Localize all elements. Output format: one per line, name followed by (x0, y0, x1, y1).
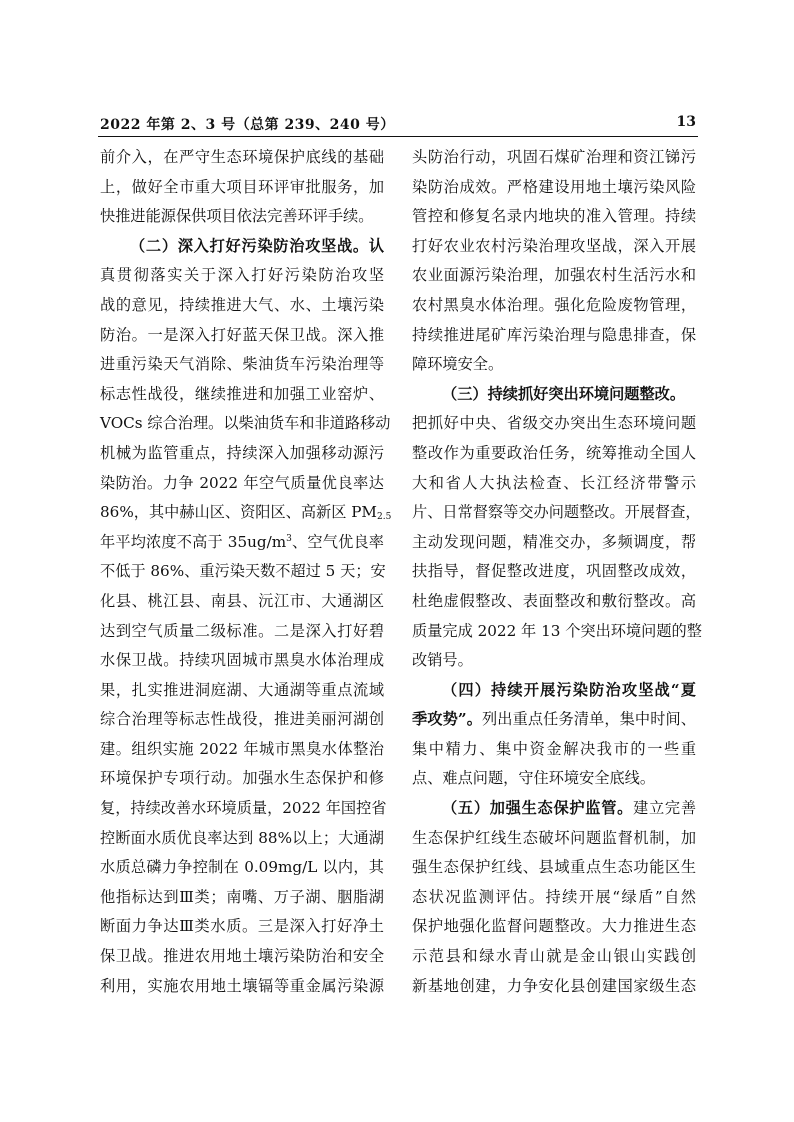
text-line: 化县、桃江县、南县、沅江市、大通湖区 (100, 591, 384, 610)
text-line: 控断面水质优良率达到 88%以上；大通湖 (100, 828, 384, 847)
section-heading-4-end: 季攻势”。 (412, 710, 483, 729)
text-line: 态状况监测评估。持续开展“绿盾”自然 (412, 887, 696, 906)
section-heading-3: （三）持续抓好突出环境问题整改。 (442, 384, 685, 403)
text-line: 水质总磷力争控制在 0.09mg/L 以内，其 (100, 858, 384, 877)
subscript-2-5: 2.5 (376, 512, 392, 523)
superscript-3: 3 (286, 533, 292, 544)
text-line: 质量完成 2022 年 13 个突出环境问题的整 (412, 621, 702, 640)
text-run: 86%，其中赫山区、资阳区、高新区 PM (100, 503, 377, 522)
text-line: 他指标达到Ⅲ类；南嘴、万子湖、胭脂湖 (100, 887, 384, 906)
text-line: 把抓好中央、省级交办突出生态环境问题 (412, 414, 696, 433)
text-line: 达到空气质量二级标准。二是深入打好碧 (100, 621, 384, 640)
text-line: 机械为监管重点，持续深入加强移动源污 (100, 443, 384, 462)
text-run: 年平均浓度不高于 35ug/m (100, 532, 287, 551)
text-line: 扶指导，督促整改进度，巩固整改成效， (412, 562, 696, 581)
text-line: 果，扎实推进洞庭湖、大通湖等重点流域 (100, 680, 384, 699)
text-line: 进重污染天气消除、柴油货车污染治理等 (100, 355, 384, 374)
text-line: 环境保护专项行动。加强水生态保护和修 (100, 769, 384, 788)
left-column (100, 143, 392, 1001)
text-line: 整改作为重要政治任务，统筹推动全国人 (412, 443, 696, 462)
text-line: 综合治理等标志性战役，推进美丽河湖创 (100, 710, 384, 729)
text-line: VOCs 综合治理。以柴油货车和非道路移动 (100, 414, 391, 433)
text-line: 农业面源污染治理，加强农村生活污水和 (412, 266, 696, 285)
text-line: 断面力争达Ⅲ类水质。三是深入打好净土 (100, 917, 384, 936)
text-line: 片、日常督察等交办问题整改。开展督查， (412, 503, 701, 522)
header-rule (98, 136, 698, 137)
text-line: 改销号。 (412, 651, 473, 670)
text-line: 集中精力、集中资金解决我市的一些重 (412, 739, 696, 758)
text-line: 复，持续改善水环境质量，2022 年国控省 (100, 799, 387, 818)
text-line-concentration (100, 528, 384, 558)
running-header (100, 114, 696, 138)
text-line: 不低于 86%、重污染天数不超过 5 天；安 (100, 562, 386, 581)
page-number: 13 (676, 114, 696, 130)
text-line: 点、难点问题，守住环境安全底线。 (412, 769, 655, 788)
text-line: 示范县和绿水青山就是金山银山实践创 (412, 947, 696, 966)
section-heading-2: （二）深入打好污染防治攻坚战。认 (130, 236, 384, 255)
text-line: 主动发现问题，精准交办，多频调度，帮 (412, 532, 696, 551)
section-heading-4: （四）持续开展污染防治攻坚战“夏 (442, 680, 696, 699)
text-line: 标志性战役，继续推进和加强工业窑炉、 (100, 384, 384, 403)
text-line: 真贯彻落实关于深入打好污染防治攻坚 (100, 266, 384, 285)
text-line: 生态保护红线生态破坏问题监督机制，加 (412, 828, 696, 847)
journal-issue-label: 2022 年第 2、3 号（总第 239、240 号） (100, 117, 395, 133)
text-line: 染防治成效。严格建设用地土壤污染风险 (412, 177, 696, 196)
text-run: 建立完善 (633, 799, 697, 818)
text-line: 农村黑臭水体治理。强化危险废物管理， (412, 295, 696, 314)
text-line: 管控和修复名录内地块的准入管理。持续 (412, 207, 696, 226)
text-line: 头防治行动，巩固石煤矿治理和资江锑污 (412, 148, 696, 166)
text-line: 建。组织实施 2022 年城市黑臭水体整治 (100, 739, 384, 758)
text-line: 大和省人大执法检查、长江经济带警示 (412, 473, 696, 492)
text-line: 障环境安全。 (412, 355, 504, 374)
text-line: 快推进能源保供项目依法完善环评手续。 (100, 207, 374, 226)
text-line: 杜绝虚假整改、表面整改和敷衍整改。高 (412, 591, 696, 610)
text-line: 水保卫战。持续巩固城市黑臭水体治理成 (100, 651, 384, 670)
text-line: 持续推进尾矿库污染治理与隐患排查，保 (412, 325, 696, 344)
text-line: 防治。一是深入打好蓝天保卫战。深入推 (100, 325, 384, 344)
text-line: 打好农业农村污染治理攻坚战，深入开展 (412, 236, 696, 255)
text-line-heading-5 (412, 794, 696, 824)
text-line: 染防治。力争 2022 年空气质量优良率达 (100, 473, 384, 492)
text-line: 保卫战。推进农用地土壤污染防治和安全 (100, 947, 384, 966)
text-line: 保护地强化监督问题整改。大力推进生态 (412, 917, 696, 936)
text-line: 上，做好全市重大项目环评审批服务，加 (100, 177, 384, 196)
text-run: 列出重点任务清单，集中时间、 (482, 710, 696, 729)
right-column (412, 143, 702, 1001)
text-line: 强生态保护红线、县域重点生态功能区生 (412, 858, 696, 877)
section-heading-5: （五）加强生态保护监管。 (442, 799, 634, 818)
text-line-pm25 (100, 498, 392, 528)
text-line: 战的意见，持续推进大气、水、土壤污染 (100, 295, 384, 314)
text-line: 新基地创建，力争安化县创建国家级生态 (412, 976, 696, 995)
text-run: 、空气优良率 (291, 532, 384, 551)
text-line: 前介入，在严守生态环境保护底线的基础 (100, 148, 384, 166)
text-line-heading-4-end (412, 705, 696, 735)
text-line: 利用，实施农用地土壤镉等重金属污染源 (100, 976, 384, 995)
